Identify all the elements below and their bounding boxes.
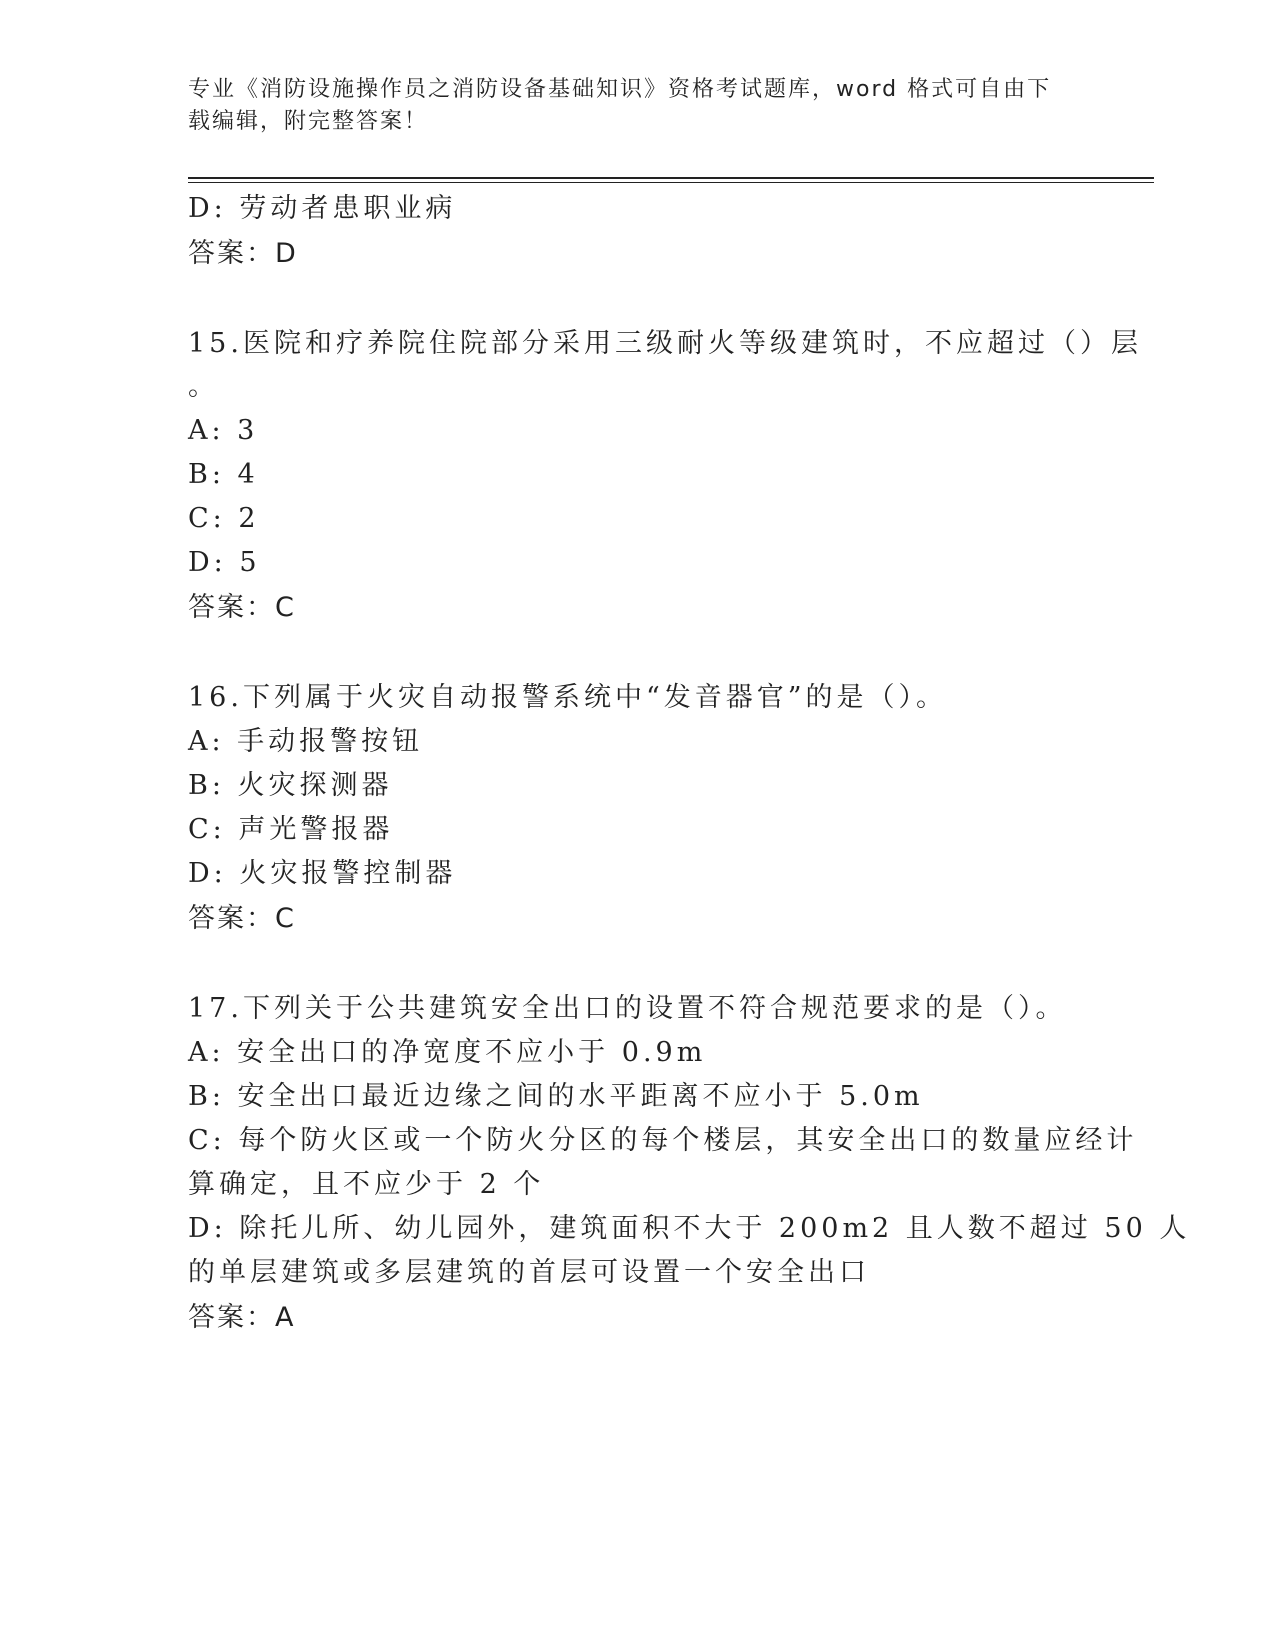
- prev-answer: 答案：D: [188, 238, 298, 269]
- header-line-2: 载编辑，附完整答案！: [188, 109, 429, 134]
- q15-stem-line-1: 15.医院和疗养院住院部分采用三级耐火等级建筑时，不应超过（）层: [188, 328, 1142, 359]
- q16-option-a: A: 手动报警按钮: [188, 726, 424, 757]
- header-divider-thin: [188, 182, 1154, 183]
- q15-option-d: D: 5: [188, 547, 261, 578]
- q17-option-b: B: 安全出口最近边缘之间的水平距离不应小于 5.0m: [188, 1081, 924, 1112]
- q17-option-c-line-2: 算确定，且不应少于 2 个: [188, 1169, 545, 1200]
- document-header: [188, 74, 1068, 138]
- header-divider-thick: [188, 177, 1154, 179]
- q16-option-d: D: 火灾报警控制器: [188, 858, 457, 889]
- q17-option-a: A: 安全出口的净宽度不应小于 0.9m: [188, 1037, 707, 1068]
- q15-option-b: B: 4: [188, 459, 259, 490]
- prev-option-d: D: 劳动者患职业病: [188, 193, 457, 224]
- q16-answer: 答案：C: [188, 903, 296, 934]
- q15-stem-line-2: 。: [188, 371, 219, 402]
- q15-answer: 答案：C: [188, 592, 296, 623]
- q17-option-c-line-1: C: 每个防火区或一个防火分区的每个楼层，其安全出口的数量应经计: [188, 1125, 1138, 1156]
- q15-option-a: A: 3: [188, 415, 259, 446]
- header-line-1: 专业《消防设施操作员之消防设备基础知识》资格考试题库，word 格式可自由下: [188, 77, 1052, 102]
- q17-option-d-line-2: 的单层建筑或多层建筑的首层可设置一个安全出口: [188, 1257, 870, 1288]
- q17-option-d-line-1: D: 除托儿所、幼儿园外，建筑面积不大于 200m2 且人数不超过 50 人: [188, 1213, 1191, 1244]
- q15-option-c: C: 2: [188, 503, 260, 534]
- q17-stem: 17.下列关于公共建筑安全出口的设置不符合规范要求的是（）。: [188, 993, 1067, 1024]
- q16-option-b: B: 火灾探测器: [188, 770, 393, 801]
- q16-option-c: C: 声光警报器: [188, 814, 394, 845]
- q16-stem: 16.下列属于火灾自动报警系统中“发音器官”的是（）。: [188, 682, 948, 713]
- q17-answer: 答案：A: [188, 1302, 296, 1333]
